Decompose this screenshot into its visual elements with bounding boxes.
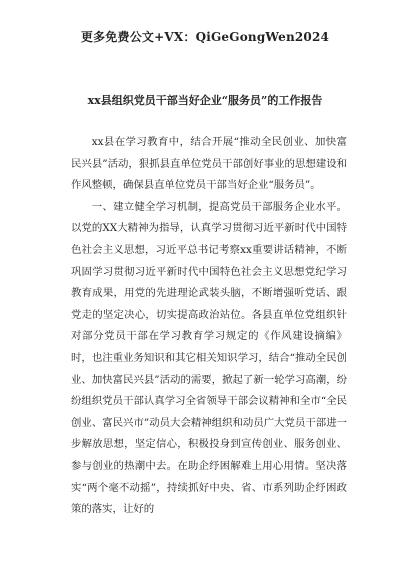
header-banner: 更多免费公文+VX：QiGeGongWen2024 — [80, 30, 330, 44]
document-title: xx县组织党员干部当好企业“服务员”的工作报告 — [87, 94, 323, 107]
document-body — [71, 132, 347, 521]
paragraph-intro: xx县在学习教育中，结合开展“推动全民创业、加快富民兴县”活动，狠抓县直单位党员干部创好事业的思想建设和作风整顿，确保县直单位党员干部当好企业“服务员”。 — [71, 136, 347, 192]
paragraph-section-1: 一、建立健全学习机制，提高党员干部服务企业水平。以党的XX大精神为指导，认真学习贯彻习近平新时代中国特色社会主义思想，习近平总书记考察xx重要讲话精神，不断巩固学习贯彻习近平新时代中国特色社会主义思想党纪学习教育成果，用党的先进理论武装头脑，不断增强听党话、跟党走的坚定决心，切实提高政治站位。各县直单位党组织针对部分党员干部在学习教育学习规定的《作风建设摘编》时，也注重业务知识和其它相关知识学习，结合“推动全民创业、加快富民兴县”活动的需要，掀起了新一轮学习高潮，纷纷组织党员干部认真学习全省领导干部会议精神和全市“全民创业、富民兴市”动员大会精神组织和动员广大党员干部进一步解放思想，坚定信心，积极投身到宣传创业、服务创业、参与创业的热潮中去。在助企纾困解难上用心用情。坚决落实“两个毫不动摇”，持续抓好中央、省、市系列助企纾困政策的落实，让好的 — [71, 200, 347, 516]
